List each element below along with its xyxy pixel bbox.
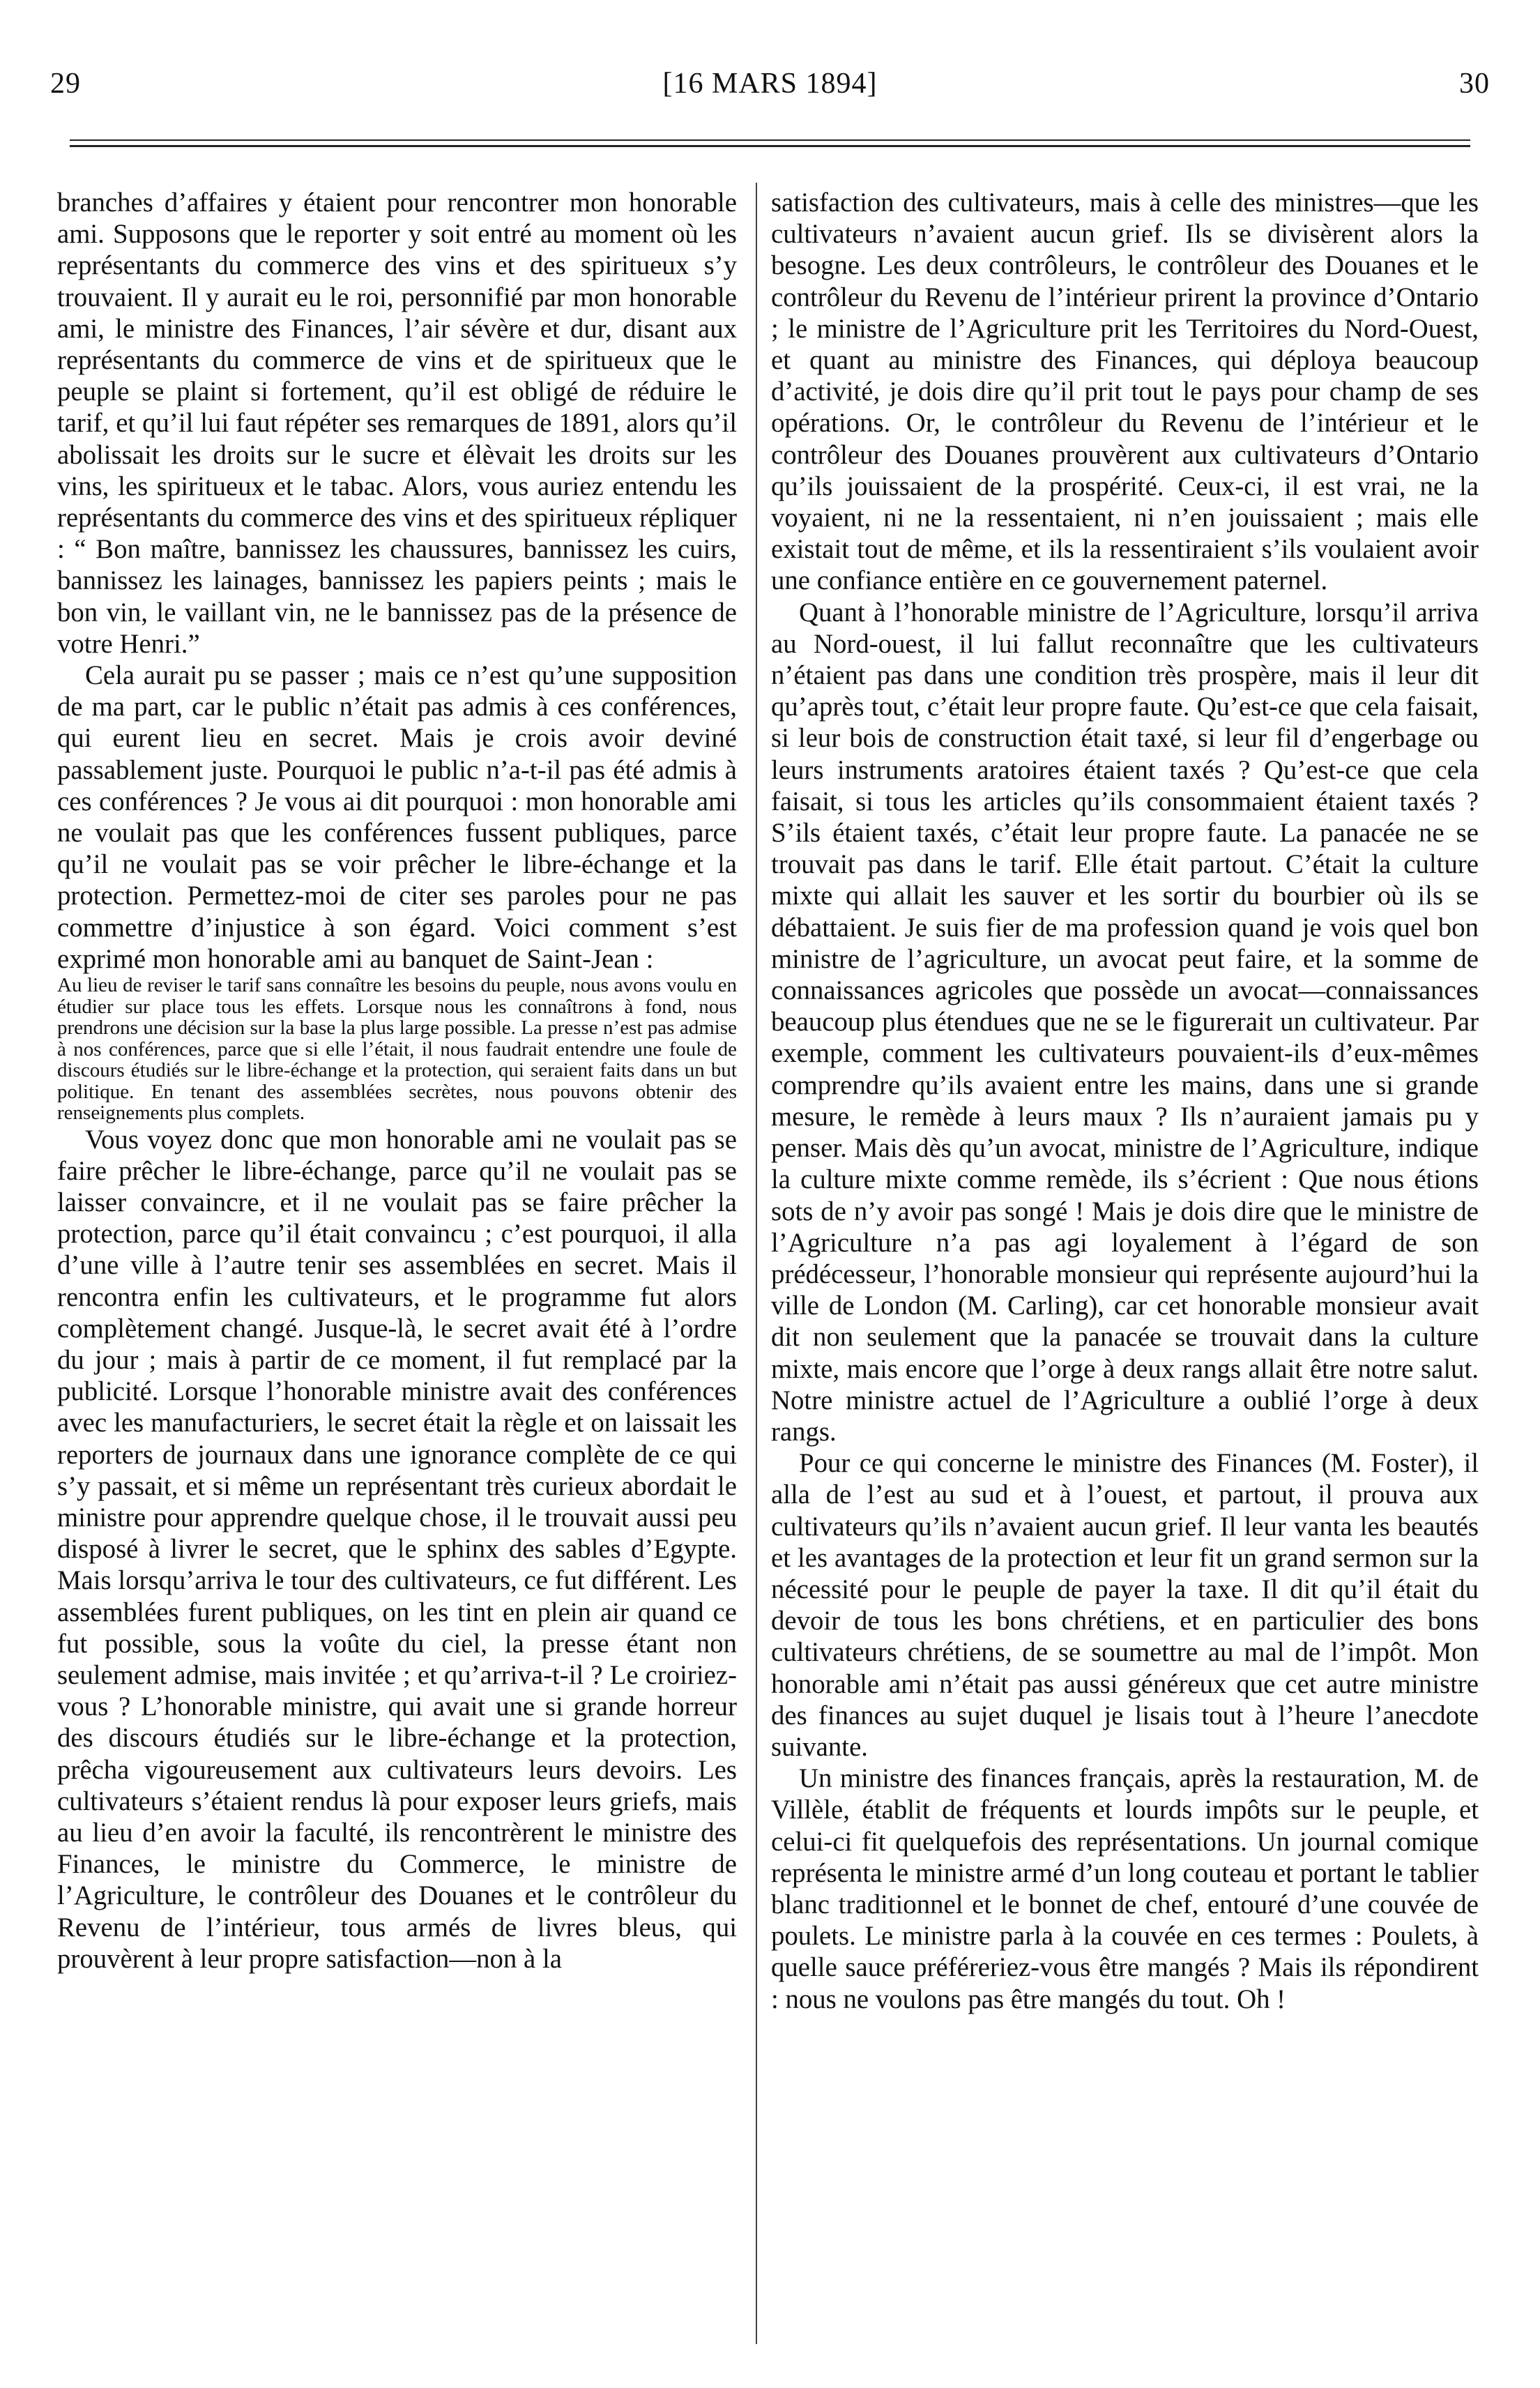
right-paragraph-3: Pour ce qui concerne le ministre des Finances (M. Foster), il alla de l’est au sud et à l’ouest, et partout, il prouva aux cultivateurs qu’ils n’avaient aucun grief. Il leur vanta les beautés et les avantages de la protection et leur fit un grand sermon sur la nécessité pour le peuple de payer la taxe. Il dit qu’il était du devoir de tous les bons chrétiens, et en particulier des bons cultivateurs chrétiens, de se soumettre au mal de l’impôt. Mon honorable ami n’était pas aussi généreux que cet autre ministre des finances au sujet duquel je lisais tout à l’heure l’anecdote suivante. (771, 1448, 1479, 1762)
left-paragraph-3: Vous voyez donc que mon honorable ami ne voulait pas se faire prêcher le libre-échange, parce qu’il ne voulait pas se laisser convaincre, et il ne voulait pas se faire prêcher la protection, parce qu’il était convaincu ; c’est pourquoi, il alla d’une ville à l’autre tenir ses assemblées en secret. Mais il rencontra enfin les cultivateurs, et le programme fut alors complètement changé. Jusque-là, le secret avait été à l’ordre du jour ; mais à partir de ce moment, il fut remplacé par la publicité. Lorsque l’honorable ministre avait des conférences avec les manufacturiers, le secret était la règle et on laissait les reporters de journaux dans une ignorance complète de ce qui s’y passait, et si même un représentant très curieux abordait le ministre pour apprendre quelque chose, il le trouvait aussi peu disposé à livrer le secret, que le sphinx des sables d’Egypte. Mais lorsqu’arriva le tour des cultivateurs, ce fut différent. Les assemblées furent publiques, on les tint en plein air quand ce fut possible, sous la voûte du ciel, la presse étant non seulement admise, mais invitée ; et qu’arriva-t-il ? Le croiriez-vous ? L’honorable ministre, qui avait une si grande horreur des discours étudiés sur le libre-échange et la protection, prêcha vigoureusement aux cultivateurs leurs devoirs. Les cultivateurs s’étaient rendus là pour exposer leurs griefs, mais au lieu d’en avoir la faculté, ils rencontrèrent le ministre des Finances, le ministre du Commerce, le ministre de l’Agriculture, le contrôleur des Douanes et le contrôleur du Revenu de l’intérieur, tous armés de livres bleus, qui prouvèrent à leur propre satisfaction—non à la (57, 1124, 737, 1974)
right-paragraph-4: Un ministre des finances français, après la restauration, M. de Villèle, établit de fréquents et lourds impôts sur le peuple, et celui-ci fit quelquefois des représentations. Un journal comique représenta le ministre armé d’un long couteau et portant le tablier blanc traditionnel et le bonnet de chef, entouré d’une couvée de poulets. Le ministre parla à la couvée en ces termes : Poulets, à quelle sauce préféreriez-vous être mangés ? Mais ils répondirent : nous ne voulons pas être mangés du tout. Oh ! (771, 1763, 1479, 2014)
left-paragraph-2: Cela aurait pu se passer ; mais ce n’est qu’une supposition de ma part, car le public n’était pas admis à ces conférences, qui eurent lieu en secret. Mais je crois avoir deviné passablement juste. Pourquoi le public n’a-t-il pas été admis à ces conférences ? Je vous ai dit pourquoi : mon honorable ami ne voulait pas que les conférences fussent publiques, parce qu’il ne voulait pas se voir prêcher le libre-échange et la protection. Permettez-moi de citer ses paroles pour ne pas commettre d’injustice à son égard. Voici comment s’est exprimé mon honorable ami au banquet de Saint-Jean : (57, 660, 737, 974)
right-paragraph-2: Quant à l’honorable ministre de l’Agriculture, lorsqu’il arriva au Nord-ouest, il lui fallut reconnaître que les cultivateurs n’étaient pas dans une condition très prospère, mais il leur dit qu’après tout, c’était leur propre faute. Qu’est-ce que cela faisait, si leur bois de construction était taxé, si leur fil d’engerbage ou leurs instruments aratoires étaient taxés ? Qu’est-ce que cela faisait, si tous les articles qu’ils consommaient étaient taxés ? S’ils étaient taxés, c’était leur propre faute. La panacée ne se trouvait pas dans le tarif. Elle était partout. C’était la culture mixte qui allait les sauver et les sortir du bourbier où ils se débattaient. Je suis fier de ma profession quand je vois quel bon ministre de l’agriculture, un avocat peut faire, et la somme de connaissances agricoles que possède un avocat—connaissances beaucoup plus étendues que ne se le figurerait un cultivateur. Par exemple, comment les cultivateurs pouvaient-ils d’eux-mêmes comprendre qu’ils avaient entre les mains, dans une si grande mesure, le remède à leurs maux ? Ils n’auraient jamais pu y penser. Mais dès qu’un avocat, ministre de l’Agriculture, indique la culture mixte comme remède, ils s’écrient : Que nous étions sots de n’y avoir pas songé ! Mais je dois dire que le ministre de l’Agriculture n’a pas agi loyalement à l’égard de son prédécesseur, l’honorable monsieur qui représente aujourd’hui la ville de London (M. Carling), car cet honorable monsieur avait dit non seulement que la panacée se trouvait dans la culture mixte, mais encore que l’orge à deux rangs allait être notre salut. Notre ministre actuel de l’Agriculture a oublié l’orge à deux rangs. (771, 597, 1479, 1447)
column-divider (756, 183, 757, 2344)
page-header (0, 67, 1540, 116)
page-number-left: 29 (50, 68, 81, 100)
page-date-title: [16 MARS 1894] (662, 68, 878, 100)
quoted-speech: Au lieu de reviser le tarif sans connaître les besoins du peuple, nous avons voulu en étudier sur place tous les effets. Lorsque nous les connaîtrons à fond, nous prendrons une décision sur la base la plus large possible. La presse n’est pas admise à nos conférences, parce que si elle l’était, il nous faudrait entendre une foule de discours étudiés sur le libre-échange et la protection, qui seraient faits dans un but politique. En tenant des assemblées secrètes, nous pouvons obtenir des renseignements plus complets. (57, 974, 737, 1125)
page-number-right: 30 (1459, 68, 1490, 100)
left-paragraph-1: branches d’affaires y étaient pour rencontrer mon honorable ami. Supposons que le reporter y soit entré au moment où les représentants du commerce des vins et des spiritueux s’y trouvaient. Il y aurait eu le roi, personnifié par mon honorable ami, le ministre des Finances, l’air sévère et dur, disant aux représentants du commerce de vins et de spiritueux que le peuple se plaint si fortement, qu’il est obligé de réduire le tarif, et qu’il lui faut répéter ses remarques de 1891, alors qu’il abolissait les droits sur le sucre et élèvait les droits sur les vins, les spiritueux et le tabac. Alors, vous auriez entendu les représentants du commerce des vins et des spiritueux répliquer : “ Bon maître, bannissez les chaussures, bannissez les cuirs, bannissez les lainages, bannissez les papiers peints ; mais le bon vin, le vaillant vin, ne le bannissez pas de la présence de votre Henri.” (57, 188, 737, 659)
header-rule-top (70, 139, 1470, 141)
right-paragraph-1: satisfaction des cultivateurs, mais à celle des ministres—que les cultivateurs n’avaient aucun grief. Ils se divisèrent alors la besogne. Les deux contrôleurs, le contrôleur des Douanes et le contrôleur du Revenu de l’intérieur prirent la province d’Ontario ; le ministre de l’Agriculture prit les Territoires du Nord-Ouest, et quant au ministre des Finances, qui déploya beaucoup d’activité, je dois dire qu’il prit tout le pays pour champ de ses opérations. Or, le contrôleur du Revenu de l’intérieur et le contrôleur des Douanes prouvèrent aux cultivateurs d’Ontario qu’ils jouissaient de la prospérité. Ceux-ci, il est vrai, ne la voyaient, ni ne la ressentaient, ni n’en jouissaient ; mais elle existait tout de même, et ils la ressentiraient s’ils voulaient avoir une confiance entière en ce gouvernement paternel. (771, 188, 1479, 596)
left-column (57, 187, 737, 1975)
header-rule-bottom (70, 145, 1470, 147)
right-column (771, 187, 1479, 2015)
